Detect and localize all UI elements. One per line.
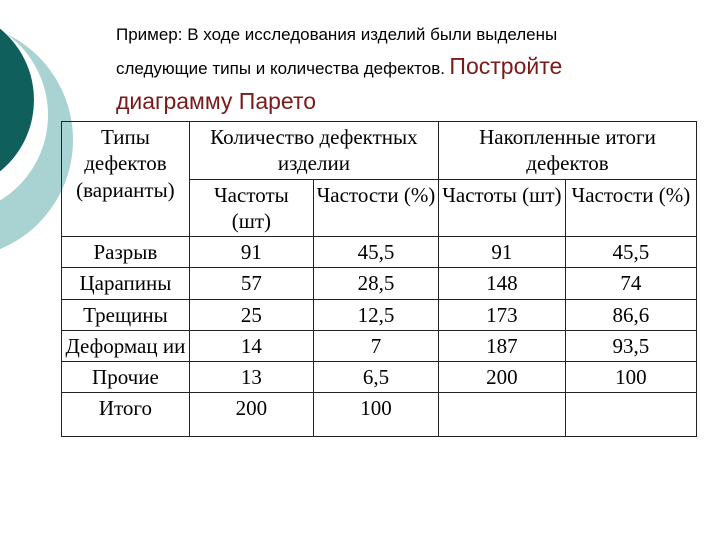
cell-pct: 6,5 [313, 362, 438, 393]
heading-line-3: диаграмму Парето [116, 88, 317, 115]
cell-cum-pct: 100 [565, 362, 696, 393]
cell-count: 14 [189, 330, 313, 361]
cell-cum-pct: 86,6 [565, 299, 696, 330]
cell-type: Прочие [62, 362, 190, 393]
cell-count: 13 [189, 362, 313, 393]
cell-cum-count: 148 [438, 268, 565, 299]
cell-pct: 12,5 [313, 299, 438, 330]
cell-cum-pct: 74 [565, 268, 696, 299]
cell-type: Итого [62, 393, 190, 437]
cell-cum-count: 173 [438, 299, 565, 330]
cell-type: Деформац ии [62, 330, 190, 361]
cell-cum-pct: 45,5 [565, 237, 696, 268]
table-row-total [62, 393, 697, 437]
cell-count: 91 [189, 237, 313, 268]
cell-count: 57 [189, 268, 313, 299]
table-row [62, 268, 697, 299]
slide-heading [116, 22, 676, 120]
cell-cum-count: 187 [438, 330, 565, 361]
heading-line-1: Пример: В ходе исследования изделий были выделены [116, 25, 558, 44]
header-cumulative: Накопленные итоги дефектов [438, 122, 696, 180]
cell-cum-count [438, 393, 565, 437]
cell-cum-count: 200 [438, 362, 565, 393]
heading-line-2: следующие типы и количества дефектов. [116, 58, 445, 78]
cell-pct: 7 [313, 330, 438, 361]
table-header-row [62, 122, 697, 180]
subheader-cum-pct: Частости (%) [565, 179, 696, 237]
table-row [62, 330, 697, 361]
header-defective-count: Количество дефектных изделии [189, 122, 438, 180]
cell-type: Разрыв [62, 237, 190, 268]
header-defect-types: Типы дефектов (варианты) [62, 122, 190, 237]
subheader-freq-count: Частоты (шт) [189, 179, 313, 237]
cell-cum-pct [565, 393, 696, 437]
subheader-freq-pct: Частости (%) [313, 179, 438, 237]
cell-count: 200 [189, 393, 313, 437]
defects-table [61, 121, 697, 437]
cell-pct: 28,5 [313, 268, 438, 299]
cell-cum-count: 91 [438, 237, 565, 268]
table-row [62, 299, 697, 330]
cell-count: 25 [189, 299, 313, 330]
cell-type: Трещины [62, 299, 190, 330]
table-row [62, 362, 697, 393]
subheader-cum-count: Частоты (шт) [438, 179, 565, 237]
cell-pct: 45,5 [313, 237, 438, 268]
table-row [62, 237, 697, 268]
cell-type: Царапины [62, 268, 190, 299]
heading-line-2-large: Постройте [449, 52, 563, 79]
cell-cum-pct: 93,5 [565, 330, 696, 361]
cell-pct: 100 [313, 393, 438, 437]
